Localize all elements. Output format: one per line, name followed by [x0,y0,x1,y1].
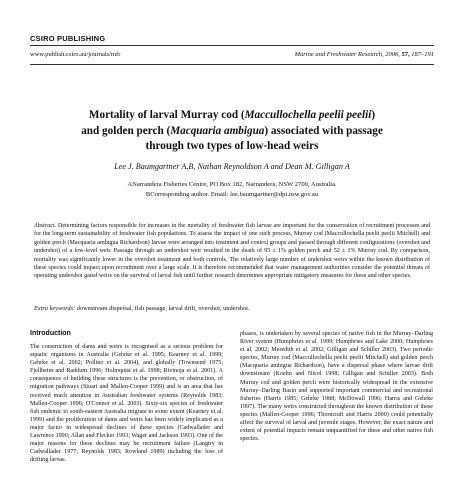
title-line3: through two types of low-head weirs [145,140,319,152]
publisher-name: CSIRO PUBLISHING [30,34,106,43]
header-bottom-rule [30,64,434,65]
title-line1-pre: Mortality of larval Murray cod ( [88,109,245,121]
abstract-text: Determining factors responsible for increases in the mortality of freshwater fish larvae are important for the conservation of recruitment processes and for the long-term sustainability of freshwater fish populations. To assess the impact of one such process, Murray cod (Maccullochella peelii peelii Mitchell) and golden perch (Macquaria ambigua Richardson) larvae were arranged into treatment and control groups and passed through different configurations (overshot and undershot) of a low-level weir. Passage through an undershot weir resulted in the death of 95 ± 1% golden perch and 52 ± 1% Murray cod. By comparison, mortality was significantly lower in the overshot treatment and both controls. The relatively large number of undershot weirs within the known distribution of these species could impact upon recruitment over a large scale. It is therefore recommended that water management authorities consider the potential threats of operating undershot gated weirs on the survival of larval fish until further research determines appropriate mitigatory measures for these and other species. [34,223,430,280]
keywords-label: Extra keywords: [34,305,76,312]
journal-year: 2006, [385,51,400,58]
right-column-text: phases, is undertaken by several species of native fish in the Murray–Darling River system (Humphries et al. 1999; Humphries and Lake 2000; Humphries et al. 2002; Meredith et al. 2002; Gilligan and Schiller 2003). Two periodic species, Murray cod (Maccullochella peelii peelii Mitchell) and golden perch (Macquaria ambigua Richardson), have a dispersal phase where larvae drift downstream (Koehn and Nicol 1998; Gilligan and Schiller 2003). Both Murray cod and golden perch were historically widespread in the extensive Murray–Darling Basin and supported important commercial and recreational fisheries (Harris 1985; Gehrke 1988; McDowall 1996; Harris and Gehrke 1997). The many weirs constructed throughout the known distribution of these species (Mallen-Cooper 1996; Thorncraft and Harris 2000) could potentially affect the survival of larval and juvenile stages. However, the exact nature and extent of potential impacts remain unquantified for these and other native fish species. [240,331,433,443]
header-top-rule [30,45,434,46]
paper-title [40,108,424,155]
title-line1-sci: Maccullochella peelii peelii [244,109,372,121]
keywords-text: downstream dispersal, fish passage, larval drift, overshot, undershot. [76,305,250,312]
author-list: Lee J. Baumgartner A,B, Nathan Reynoldson A and Dean M. Gilligan A [114,162,350,171]
journal-citation: Marine and Freshwater Research, 2006, 57, 187–191 [294,51,434,58]
abstract-label: Abstract. [34,223,57,229]
journal-pages: 187–191 [411,51,434,58]
title-line2-pre: and golden perch ( [81,124,171,137]
left-column-text: The construction of dams and weirs is recognised as a serious problem for aquatic organisms in Australia (Gehrke et al. 1995; Kearney et al. 1999; Gehrke et al. 2002; Pollino et al. 2004), and globally (Townsend 1975; Fjellheim and Raddum 1996; Holmquist et al. 1998; Rivinoja et al. 2001). A consequence of building these structures is the prevention, or obstruction, of migration pathways (Stuart and Mallen-Cooper 1999) and is an area that has received much attention in Australian freshwater systems (Reynolds 1983; Mallen-Cooper 1996; O'Connor et al. 2003). Sixty-six species of freshwater fish endemic to south-eastern Australia migrate to some extent (Kearney et al. 1999) and the proliferation of dams and weirs has been widely implicated as a major factor in widespread declines of these species (Cadwallader and Lawrence 1990; Allan and Flecker 1993; Wager and Jackson 1993). One of the major reasons for these declines may be recruitment failure (Langtry in Cadwallader 1977; Reynolds 1983; Rowland 1989) including the loss of drifting larvae. [30,344,223,464]
title-line2-sci: Macquaria ambigua [170,124,265,137]
journal-url[interactable]: www.publish.csiro.au/journals/mfr [30,51,121,58]
journal-name: Marine and Freshwater Research [294,51,382,58]
title-line2-post: ) associated with passage [264,124,383,137]
affiliations [30,180,434,199]
abstract [34,222,430,281]
keywords [34,305,430,312]
affiliation-line: ANarrandera Fisheries Centre, PO Box 182, Narrandera, NSW 2700, Australia. [127,181,337,188]
title-line1-post: ) [371,109,376,121]
corresponding-author: BCorresponding author. Email: lee.baumgartner@dpi.nsw.gov.au [145,190,319,198]
section-heading-introduction: Introduction [30,330,71,337]
journal-volume: 57, [401,51,410,58]
